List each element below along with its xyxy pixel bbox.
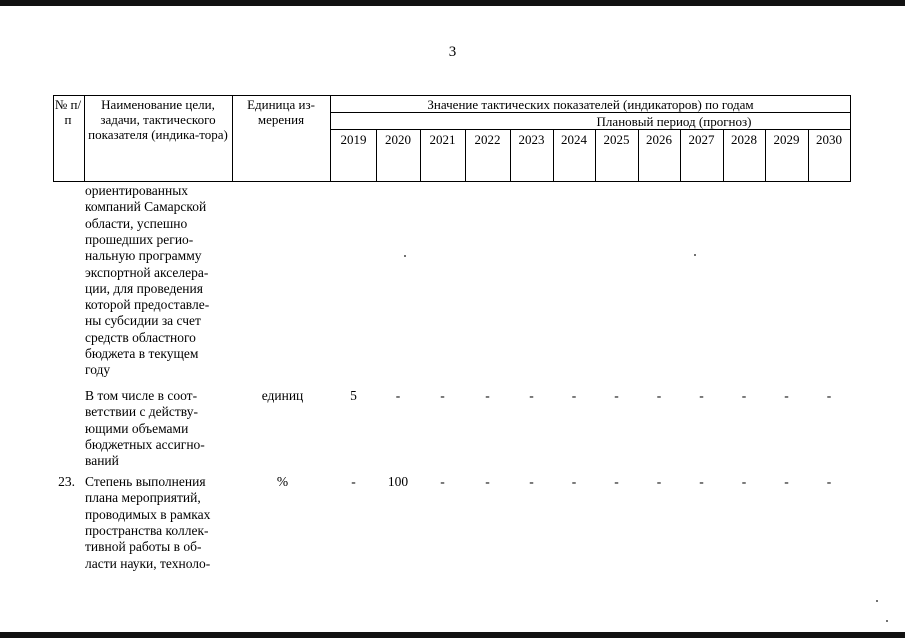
- header-year-2029: 2029: [773, 132, 800, 147]
- header-rule: [420, 129, 421, 182]
- row-name-line: проводимых в рамках: [85, 506, 211, 522]
- header-rule: [638, 129, 639, 182]
- row-name-line: которой предоставле-: [85, 297, 210, 313]
- row-name-line: тивной работы в об-: [85, 539, 202, 555]
- header-year-2020: 2020: [385, 132, 411, 147]
- row-value-2019: -: [351, 474, 356, 489]
- row-value-2022: -: [485, 388, 490, 403]
- header-year-2025: 2025: [603, 132, 630, 147]
- header-year-2030: 2030: [816, 132, 842, 147]
- header-rule: [232, 95, 233, 182]
- row-name-line: В том числе в соот-: [85, 388, 198, 403]
- row-value-2025: -: [614, 388, 619, 403]
- header-rule: [84, 95, 85, 182]
- row-value-2024: -: [571, 474, 577, 489]
- scan-speck: [886, 620, 888, 622]
- header-col-number: № п/п: [54, 97, 82, 127]
- header-year-2019: 2019: [340, 132, 367, 147]
- header-rule: [765, 129, 766, 182]
- row-value-2025: -: [614, 474, 619, 489]
- header-rule: [510, 129, 511, 182]
- header-rule: [850, 95, 851, 182]
- row-name-line: ны субсидии за счет: [85, 313, 201, 329]
- row-value-2028: -: [741, 474, 747, 489]
- row-value-2020: 100: [387, 474, 409, 489]
- row-value-2021: -: [440, 474, 445, 489]
- row-name-line: средств областного: [85, 329, 196, 345]
- header-rule: [465, 129, 466, 182]
- top-border: [0, 0, 905, 6]
- row-name-line: ласти науки, техноло-: [85, 555, 211, 571]
- row-name-line: пространства коллек-: [85, 522, 209, 538]
- row-value-2029: -: [784, 388, 789, 403]
- page-number: 3: [448, 44, 457, 60]
- row-name-line: Степень выполнения: [85, 474, 206, 489]
- row-value-2026: -: [656, 474, 662, 489]
- header-rule: [680, 129, 681, 182]
- header-rule: [53, 181, 850, 182]
- header-rule: [808, 129, 809, 182]
- row-name-line: году: [85, 362, 111, 378]
- header-col-unit: Единица из-мерения: [247, 97, 315, 127]
- header-rule: [723, 129, 724, 182]
- row-number: 23.: [58, 474, 75, 489]
- header-year-2026: 2026: [646, 132, 672, 147]
- table-header: [53, 95, 850, 181]
- scan-speck: [404, 255, 406, 257]
- header-year-2027: 2027: [688, 132, 715, 147]
- row-value-2029: -: [784, 474, 789, 489]
- header-year-2021: 2021: [429, 132, 456, 147]
- row-name-line: экспортной акселера-: [85, 264, 209, 280]
- header-rule: [53, 95, 850, 96]
- row-name-line: плана мероприятий,: [85, 490, 201, 506]
- row-name-line: ющими объемами: [85, 420, 189, 436]
- row-value-2028: -: [741, 388, 747, 403]
- row-value-2023: -: [529, 388, 534, 403]
- scan-speck: [694, 254, 696, 256]
- header-year-2023: 2023: [518, 132, 545, 147]
- row-value-2022: -: [485, 474, 490, 489]
- row-name-line: ваний: [85, 453, 119, 469]
- row-name-line: компаний Самарской: [85, 199, 207, 215]
- row-name-line: прошедших регио-: [85, 231, 194, 247]
- header-rule: [553, 129, 554, 182]
- row-name-line: нальную программу: [85, 248, 202, 264]
- row-name-line: ветствии с действу-: [85, 404, 198, 420]
- row-value-2030: -: [826, 474, 832, 489]
- row-name-line: области, успешно: [85, 215, 188, 231]
- bottom-border: [0, 632, 905, 638]
- row-value-2027: -: [699, 474, 704, 489]
- row-value-2019: 5: [350, 388, 357, 403]
- scan-speck: [876, 600, 878, 602]
- header-rule: [53, 95, 54, 182]
- header-col-name: Наименование цели, задачи, тактического показателя (индика-тора): [88, 97, 228, 142]
- row-name-line: ции, для проведения: [85, 280, 203, 296]
- header-year-2022: 2022: [474, 132, 501, 147]
- row-value-2023: -: [529, 474, 534, 489]
- row-unit: %: [276, 474, 289, 489]
- header-rule: [595, 129, 596, 182]
- header-rule: [376, 129, 377, 182]
- row-value-2020: -: [395, 388, 401, 403]
- row-value-2030: -: [826, 388, 832, 403]
- row-unit: единиц: [261, 388, 304, 403]
- header-values-title: Значение тактических показателей (индикаторов) по годам: [427, 97, 754, 112]
- row-value-2024: -: [571, 388, 577, 403]
- header-rule: [331, 129, 850, 130]
- row-value-2027: -: [699, 388, 704, 403]
- row-name-line: бюджетных ассигно-: [85, 436, 205, 452]
- header-rule: [331, 112, 850, 113]
- header-year-2024: 2024: [561, 132, 587, 147]
- header-plan-period: Плановый период (прогноз): [596, 114, 752, 129]
- row-value-2021: -: [440, 388, 445, 403]
- header-year-2028: 2028: [731, 132, 757, 147]
- row-value-2026: -: [656, 388, 662, 403]
- row-name-line: бюджета в текущем: [85, 346, 199, 361]
- header-rule: [330, 95, 331, 182]
- row-name-line: ориентированных: [85, 183, 189, 198]
